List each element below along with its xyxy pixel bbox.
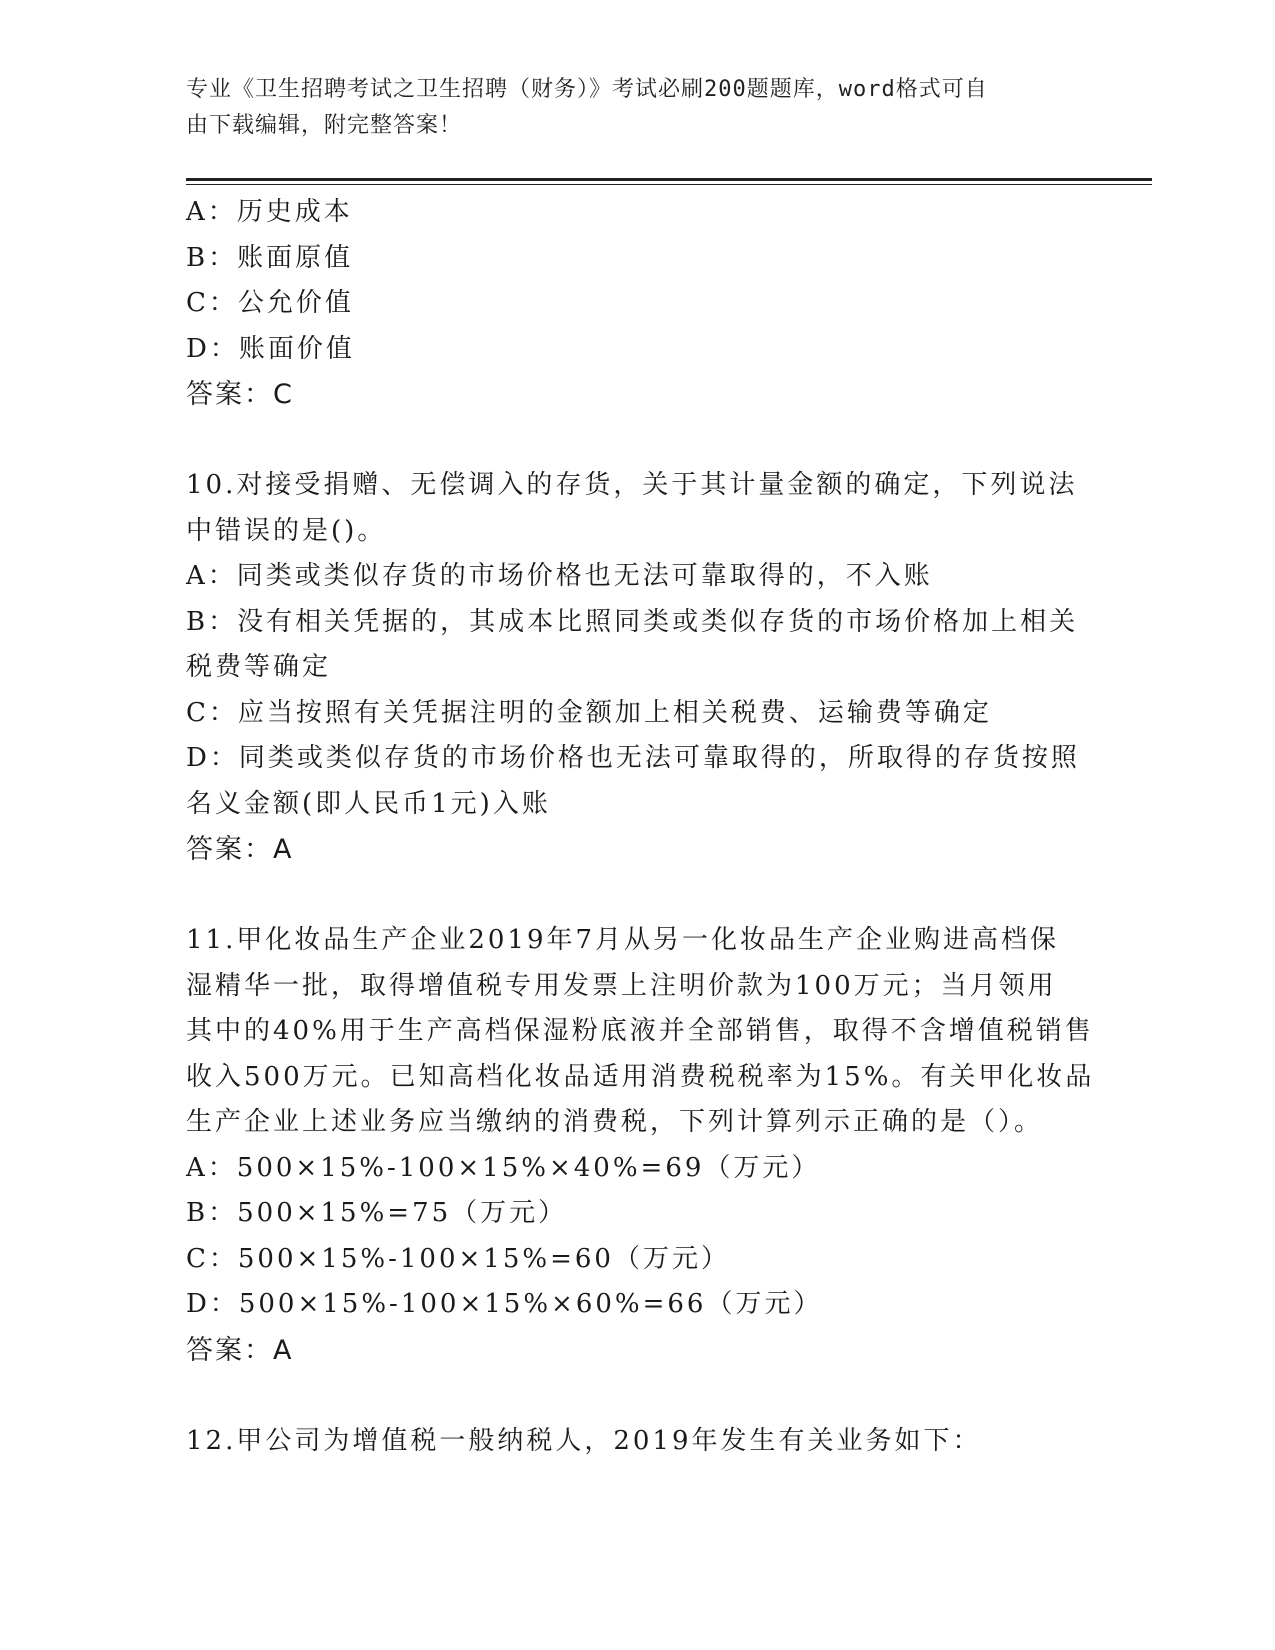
- option-d: D：账面价值: [186, 333, 355, 364]
- option-a: A：同类或类似存货的市场价格也无法可靠取得的，不入账: [186, 561, 933, 591]
- document-header: [186, 72, 1066, 144]
- question-12: [186, 1419, 1086, 1465]
- option-b-continued: 税费等确定: [186, 652, 332, 682]
- answer: 答案：A: [186, 1334, 294, 1366]
- answer: 答案：C: [186, 379, 294, 410]
- option-c: C：公允价值: [186, 288, 354, 318]
- question-stem: 11.甲化妆品生产企业2019年7月从另一化妆品生产企业购进高档保: [186, 925, 1060, 955]
- question-stem: 湿精华一批，取得增值税专用发票上注明价款为100万元；当月领用: [186, 970, 1057, 1001]
- option-a: A：500×15%-100×15%×40%=69（万元）: [186, 1152, 821, 1183]
- header-line-1: 专业《卫生招聘考试之卫生招聘（财务）》考试必刷200题题库，word格式可自: [186, 77, 988, 102]
- option-d-continued: 名义金额(即人民币1元)入账: [186, 788, 551, 819]
- question-stem: 12.甲公司为增值税一般纳税人，2019年发生有关业务如下：: [186, 1425, 982, 1456]
- answer: 答案：A: [186, 834, 294, 865]
- question-stem: 生产企业上述业务应当缴纳的消费税，下列计算列示正确的是（）。: [186, 1107, 1044, 1137]
- header-line-2: 由下载编辑，附完整答案！: [186, 113, 463, 138]
- header-divider-thin: [186, 184, 1152, 185]
- option-b: B：500×15%=75（万元）: [186, 1198, 568, 1228]
- question-stem: 其中的40%用于生产高档保湿粉底液并全部销售，取得不含增值税销售: [186, 1016, 1094, 1046]
- option-d: D：同类或类似存货的市场价格也无法可靠取得的，所取得的存货按照: [186, 743, 1080, 773]
- option-c: C：500×15%-100×15%=60（万元）: [186, 1243, 730, 1274]
- spacer: [186, 1373, 1086, 1419]
- header-divider-thick: [186, 178, 1152, 181]
- option-c: C：应当按照有关凭据注明的金额加上相关税费、运输费等确定: [186, 697, 992, 728]
- question-11: [186, 918, 1095, 1373]
- question-stem: 10.对接受捐赠、无偿调入的存货，关于其计量金额的确定，下列说法: [186, 470, 1078, 500]
- question-stem: 收入500万元。已知高档化妆品适用消费税税率为15%。有关甲化妆品: [186, 1061, 1095, 1092]
- spacer: [186, 873, 1086, 919]
- option-b: B：账面原值: [186, 242, 354, 273]
- spacer: [186, 418, 1086, 464]
- question-stem: 中错误的是()。: [186, 515, 387, 546]
- question-9: [186, 190, 1086, 418]
- option-b: B：没有相关凭据的，其成本比照同类或类似存货的市场价格加上相关: [186, 606, 1079, 637]
- option-a: A：历史成本: [186, 197, 353, 227]
- question-10: [186, 463, 1086, 873]
- option-d: D：500×15%-100×15%×60%=66（万元）: [186, 1289, 823, 1319]
- document-body: [186, 190, 1095, 1464]
